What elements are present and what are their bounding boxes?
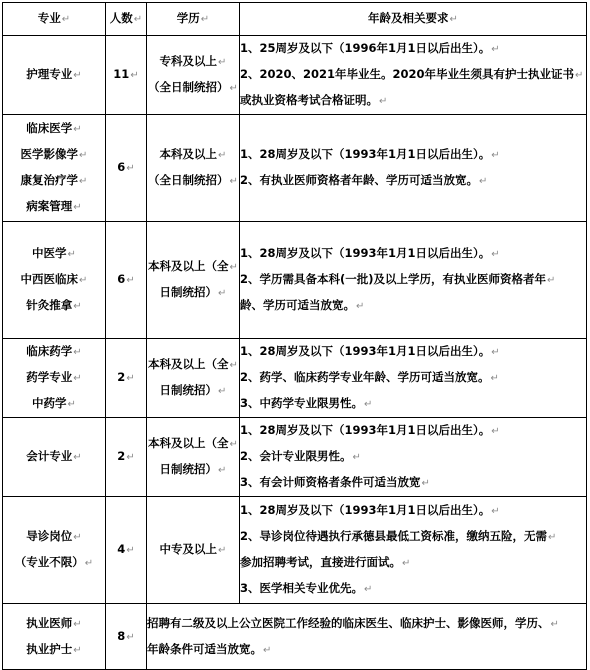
paragraph-mark: ↵ — [126, 452, 135, 463]
education-line — [147, 75, 239, 101]
paragraph-mark: ↵ — [229, 262, 238, 273]
paragraph-mark: ↵ — [84, 558, 94, 569]
major-line — [3, 194, 105, 220]
paragraph-mark: ↵ — [402, 558, 411, 569]
paragraph-mark: ↵ — [364, 584, 373, 595]
major-cell — [3, 604, 106, 670]
paragraph-mark: ↵ — [73, 347, 82, 358]
requirement-line-text: 1、28周岁及以下（1993年1月1日以后出生）。 — [240, 503, 491, 517]
paragraph-mark: ↵ — [421, 478, 430, 489]
requirement-line — [240, 444, 586, 470]
requirements-cell — [240, 115, 587, 222]
requirement-line — [240, 168, 586, 194]
paragraph-mark: ↵ — [67, 249, 76, 260]
requirement-line — [240, 142, 586, 168]
count-cell — [106, 36, 147, 115]
education-line-text: 日制统招） — [159, 285, 218, 299]
paragraph-mark: ↵ — [218, 57, 227, 68]
requirement-line — [240, 418, 586, 444]
education-cell — [147, 418, 240, 497]
education-line-text: 本科及以上（全 — [148, 259, 229, 273]
header-major: 专业↵ — [3, 3, 106, 36]
requirement-line — [240, 62, 586, 88]
education-line — [147, 254, 239, 280]
education-line-text: 中专及以上 — [159, 542, 218, 556]
paragraph-mark: ↵ — [73, 452, 82, 463]
paragraph-mark: ↵ — [490, 373, 499, 384]
paragraph-mark: ↵ — [352, 452, 361, 463]
education-line — [147, 457, 239, 483]
count-cell — [106, 497, 147, 604]
requirement-line — [240, 293, 586, 319]
education-cell — [147, 497, 240, 604]
paragraph-mark: ↵ — [575, 70, 584, 81]
major-line — [3, 365, 105, 391]
paragraph-mark: ↵ — [126, 545, 135, 556]
paragraph-mark: ↵ — [126, 275, 135, 286]
education-line-text: 日制统招） — [159, 383, 218, 397]
requirement-line-text: 招聘有二级及以上公立医院工作经验的临床医生、临床护士、影像医师，学历、 — [147, 615, 550, 630]
education-cell — [147, 339, 240, 418]
major-line-text: 会计专业 — [26, 449, 73, 463]
table-row — [3, 604, 587, 670]
paragraph-mark: ↵ — [263, 644, 272, 656]
table-row — [3, 115, 587, 222]
requirement-line-text: 1、28周岁及以下（1993年1月1日以后出生）。 — [240, 147, 491, 161]
count-value: 6 — [117, 160, 126, 174]
paragraph-mark: ↵ — [218, 545, 227, 556]
major-line-text: 医学影像学 — [20, 147, 79, 161]
requirement-line — [240, 339, 586, 365]
paragraph-mark: ↵ — [126, 631, 135, 643]
paragraph-mark: ↵ — [126, 373, 135, 384]
count-cell — [106, 604, 147, 670]
education-cell — [147, 115, 240, 222]
paragraph-mark: ↵ — [491, 426, 500, 437]
count-cell — [106, 222, 147, 339]
paragraph-mark: ↵ — [218, 386, 227, 397]
major-line-text: 中医学 — [32, 246, 67, 260]
major-line — [3, 142, 105, 168]
education-line — [147, 352, 239, 378]
paragraph-mark: ↵ — [229, 360, 238, 371]
major-line — [3, 524, 105, 550]
requirement-line-text: 3、医学相关专业优先。 — [240, 581, 364, 595]
education-line — [147, 142, 239, 168]
major-line-text: 中药学 — [32, 396, 67, 410]
major-cell — [3, 36, 106, 115]
paragraph-mark: ↵ — [126, 163, 135, 174]
count-value: 8 — [117, 628, 126, 643]
paragraph-mark: ↵ — [356, 301, 365, 312]
paragraph-mark: ↵ — [491, 44, 500, 55]
major-cell — [3, 115, 106, 222]
paragraph-mark: ↵ — [491, 347, 500, 358]
major-cell — [3, 418, 106, 497]
count-cell — [106, 418, 147, 497]
major-line — [3, 444, 105, 470]
requirement-line-text: 2、2020、2021年毕业生。2020年毕业生须具有护士执业证书 — [240, 67, 575, 81]
count-cell — [106, 339, 147, 418]
education-line — [147, 168, 239, 194]
requirement-line — [147, 611, 586, 637]
education-cell — [147, 222, 240, 339]
major-line-text: 中西医临床 — [20, 272, 79, 286]
paragraph-mark: ↵ — [491, 506, 500, 517]
requirements-cell — [240, 497, 587, 604]
major-line-text: 临床医学 — [26, 121, 73, 135]
paragraph-mark: ↵ — [550, 618, 559, 630]
requirement-line-text: 3、有会计师资格者条件可适当放宽 — [240, 475, 421, 489]
header-count: 人数↵ — [106, 3, 147, 36]
major-cell — [3, 497, 106, 604]
paragraph-mark: ↵ — [229, 439, 238, 450]
table-header-row — [3, 3, 587, 36]
count-value: 6 — [117, 272, 126, 286]
major-line-text: 执业医师 — [26, 615, 73, 630]
requirement-line — [240, 498, 586, 524]
table-row — [3, 418, 587, 497]
requirement-line-text: 年龄条件可适当放宽。 — [147, 641, 262, 656]
requirement-line-text: 2、会计专业限男性。 — [240, 449, 352, 463]
requirements-cell — [240, 36, 587, 115]
requirement-line-text: 2、学历需具备本科(一批)及以上学历，有执业医师资格者年 — [240, 272, 547, 286]
paragraph-mark: ↵ — [79, 176, 88, 187]
requirement-line-text: 1、28周岁及以下（1993年1月1日以后出生）。 — [240, 344, 491, 358]
table-row — [3, 36, 587, 115]
count-cell — [106, 115, 147, 222]
paragraph-mark: ↵ — [491, 249, 500, 260]
major-line-text: 临床药学 — [26, 344, 73, 358]
requirement-line-text: 参加招聘考试，直接进行面试。 — [240, 555, 401, 569]
major-line-text: 病案管理 — [26, 199, 73, 213]
education-line — [147, 378, 239, 404]
paragraph-mark: ↵ — [73, 373, 82, 384]
header-education: 学历↵ — [147, 3, 240, 36]
requirements-cell — [240, 222, 587, 339]
table-row — [3, 497, 587, 604]
major-line-text: 康复治疗学 — [20, 173, 79, 187]
header-requirements: 年龄及相关要求↵ — [240, 3, 587, 36]
requirement-line-text: 1、25周岁及以下（1996年1月1日以后出生）。 — [240, 41, 491, 55]
major-line — [3, 637, 105, 663]
paragraph-mark: ↵ — [491, 150, 500, 161]
major-line — [3, 168, 105, 194]
count-value: 4 — [117, 542, 126, 556]
requirement-line — [147, 637, 586, 663]
education-line-text: （全日制统招） — [148, 80, 229, 94]
paragraph-mark: ↵ — [73, 301, 82, 312]
education-line-text: 本科及以上 — [159, 147, 218, 161]
requirement-line-text: 1、28周岁及以下（1993年1月1日以后出生）。 — [240, 423, 491, 437]
education-line-text: 本科及以上（全 — [148, 357, 229, 371]
paragraph-mark: ↵ — [218, 465, 227, 476]
paragraph-mark: ↵ — [547, 275, 556, 286]
major-line-text: 执业护士 — [26, 641, 73, 656]
major-line-text: （专业不限） — [14, 555, 84, 569]
requirement-line — [240, 365, 586, 391]
requirement-line-text: 2、导诊岗位待遇执行承德县最低工资标准，缴纳五险，无需 — [240, 529, 547, 543]
count-value: 11 — [113, 67, 130, 81]
paragraph-mark: ↵ — [379, 96, 388, 107]
paragraph-mark: ↵ — [73, 202, 82, 213]
requirement-line — [240, 241, 586, 267]
paragraph-mark: ↵ — [79, 150, 88, 161]
paragraph-mark: ↵ — [218, 288, 227, 299]
paragraph-mark: ↵ — [73, 644, 82, 656]
education-line — [147, 49, 239, 75]
education-cell — [147, 36, 240, 115]
major-line — [3, 339, 105, 365]
paragraph-mark: ↵ — [79, 275, 88, 286]
requirements-cell — [240, 418, 587, 497]
paragraph-mark: ↵ — [130, 70, 139, 81]
requirement-line — [240, 470, 586, 496]
table-row — [3, 339, 587, 418]
recruitment-table — [2, 2, 587, 670]
requirement-line-text: 或执业资格考试合格证明。 — [240, 93, 378, 107]
requirement-line — [240, 550, 586, 576]
major-line — [3, 62, 105, 88]
paragraph-mark: ↵ — [229, 83, 238, 94]
major-line-text: 导诊岗位 — [26, 529, 73, 543]
major-line-text: 针灸推拿 — [26, 298, 73, 312]
paragraph-mark: ↵ — [73, 70, 82, 81]
major-line — [3, 391, 105, 417]
education-line — [147, 537, 239, 563]
paragraph-mark: ↵ — [218, 150, 227, 161]
requirement-line-text: 2、药学、临床药学专业年龄、学历可适当放宽。 — [240, 370, 490, 384]
count-value: 2 — [117, 449, 126, 463]
requirement-line-text: 3、中药学专业限男性。 — [240, 396, 364, 410]
education-line-text: （全日制统招） — [148, 173, 229, 187]
requirement-line — [240, 267, 586, 293]
major-cell — [3, 339, 106, 418]
requirement-line — [240, 88, 586, 114]
education-line — [147, 431, 239, 457]
major-line — [3, 611, 105, 637]
major-cell — [3, 222, 106, 339]
major-line — [3, 267, 105, 293]
education-line-text: 本科及以上（全 — [148, 436, 229, 450]
education-line-text: 日制统招） — [159, 462, 218, 476]
paragraph-mark: ↵ — [364, 399, 373, 410]
paragraph-mark: ↵ — [73, 618, 82, 630]
education-line-text: 专科及以上 — [159, 54, 218, 68]
major-line — [3, 116, 105, 142]
count-value: 2 — [117, 370, 126, 384]
paragraph-mark: ↵ — [229, 176, 238, 187]
paragraph-mark: ↵ — [73, 532, 82, 543]
requirement-line-text: 龄、学历可适当放宽。 — [240, 298, 355, 312]
paragraph-mark: ↵ — [548, 532, 557, 543]
requirement-line-text: 1、28周岁及以下（1993年1月1日以后出生）。 — [240, 246, 491, 260]
requirement-line — [240, 576, 586, 602]
paragraph-mark: ↵ — [73, 124, 82, 135]
table-row — [3, 222, 587, 339]
major-line — [3, 293, 105, 319]
requirements-cell — [240, 339, 587, 418]
paragraph-mark: ↵ — [479, 176, 488, 187]
requirements-cell — [147, 604, 587, 670]
paragraph-mark: ↵ — [67, 399, 76, 410]
major-line-text: 药学专业 — [26, 370, 73, 384]
education-line — [147, 280, 239, 306]
major-line — [3, 550, 105, 576]
requirement-line — [240, 391, 586, 417]
requirement-line — [240, 36, 586, 62]
major-line — [3, 241, 105, 267]
major-line-text: 护理专业 — [26, 67, 73, 81]
requirement-line-text: 2、有执业医师资格者年龄、学历可适当放宽。 — [240, 173, 478, 187]
requirement-line — [240, 524, 586, 550]
